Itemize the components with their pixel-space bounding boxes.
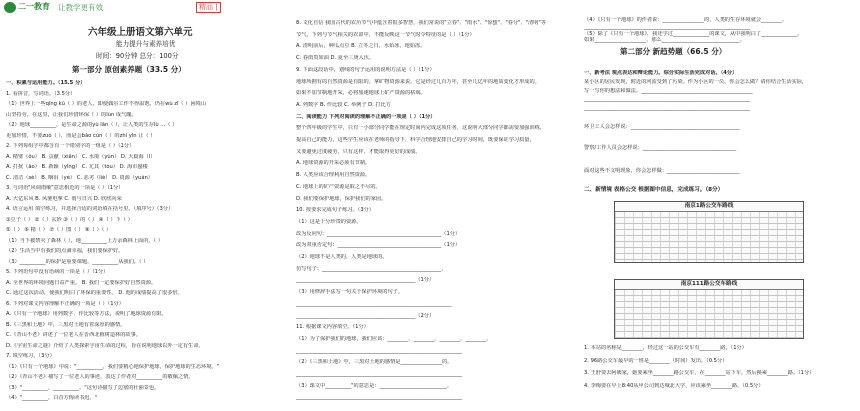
question-line: 4. 语言运用 填空练习，并选择合适的词语填在括号里。（填序号）（3分） bbox=[6, 206, 174, 212]
question-line: （3）用修辞手法写一句关于保护环境的句子。 bbox=[296, 289, 404, 296]
question-line: 2. 下列每组字中都含有一个错别字的一组是（ ）（1分） bbox=[6, 143, 135, 149]
question-line: ______________________________________________（1分） bbox=[296, 277, 435, 284]
speaker-police: 警察/工作人员会怎样说：____________________________________ bbox=[584, 145, 737, 151]
logo-text: 二一教育 bbox=[18, 2, 50, 11]
question-line: （4）《只有一个地球》的作者说：________________的，人类的生存环境就会________。 bbox=[584, 17, 788, 23]
question-line: A.《只有一个地球》用列数字、作比较等方法，说明了地球资源有限。 bbox=[6, 311, 167, 317]
question-line: （4）"__________，白首方悔读书迟。" bbox=[6, 395, 98, 401]
question-line: 8. 文化自信 我国古代的农历节气中蕴含着很多智慧，我们常说的"立春"、"雨水"、"惊蛰"、"春分"、"清明"等 bbox=[296, 20, 546, 26]
speaker-you: 面对这些不文明现象，你会怎样做：____________________________ bbox=[584, 168, 740, 174]
question-line: 5. 下列语句中没有语病的一项是（ ）（1分） bbox=[6, 269, 109, 275]
question-line: B. 人类应该合理利用自然资源。 bbox=[296, 172, 371, 179]
question-line: 提高自己的能力。这些学生应该在老师的指导下，科学合理地安排自己的学习时间，既要保证学习质量， bbox=[296, 137, 535, 143]
question-line: 改为双重否定句：________________________________________（1分） bbox=[296, 242, 461, 249]
question-line: ________________________________________________________________ bbox=[296, 394, 462, 401]
question-line: 3. 王舒要去阿姨家，她要乘坐________路公交车，在________站下车，然后换乘________路。（1分） bbox=[584, 370, 815, 376]
question-line: ________________________________________________________________ bbox=[584, 96, 750, 103]
bus-table-2-grid bbox=[615, 289, 803, 338]
question-line: 改为反问句：____________________________________________（1分） bbox=[296, 230, 461, 237]
question-line: ________________________________________________________________ bbox=[584, 23, 750, 30]
question-line: （3）"__________，__________。"这句诗描写了边塞的壮丽景色。 bbox=[6, 384, 160, 391]
question-line: 10. 按要求完成句子练习。（3分） bbox=[296, 207, 375, 214]
paper-meta: 时间：90分钟 总分：100分 bbox=[96, 52, 179, 60]
question-line: 6. 下列对课文内容理解不正确的一项是（ ）（1分） bbox=[6, 300, 124, 307]
question-line: 11. 根据课文内容填空。（1分） bbox=[296, 324, 369, 331]
question-line: C. 清洁（sè） B. 咽泪（yè） C. 恶劣（liè） D. 资源（yuán） bbox=[6, 174, 153, 181]
publisher-logo bbox=[4, 1, 50, 14]
question-line: 3. 与词语"风调雨顺"意思相近的一项是（ ）（1分） bbox=[6, 185, 124, 191]
question-line: 地球所拥有的自然资源是有限的。拿矿物资源来说，它是经过几百万年，甚至几亿年的地质变化才形成的。 bbox=[296, 78, 540, 85]
question-line: （1）世界上一些qīng kǔ（ ）的老人，即使偶尔工作不得温饱，仍在wù zī（ ）困境山 bbox=[6, 101, 207, 107]
question-line: （3）__________的保护是重要课题，__________从我们。（ ） bbox=[6, 258, 149, 265]
part2-heading: 第二部分 新趋势题（66.5 分） bbox=[620, 47, 727, 56]
question-line: A. 地球资源的开采必须有节制。 bbox=[296, 160, 371, 167]
question-line: ________________________________________________________________ bbox=[296, 347, 462, 354]
question-line: 如果____________________，那么______________________________。 bbox=[584, 37, 745, 44]
question-line: （5）除了《只有一个地球》，我还学过______________的课文，从中我明白了______________。 bbox=[584, 30, 803, 37]
question-line: （2）《青山不老》描写了一位老人的事迹，表达了作者对__________的敬佩之情。 bbox=[6, 374, 194, 380]
question-line: 4. 李梅要在早上8:40从甲公司到达城北大学，应该乘坐________路。（0.5分） bbox=[584, 382, 764, 389]
question-line: 更加珍惜，不要zuò（ ），而是会bǎo cún（ ）的zhí yǐn 让（ ） bbox=[6, 132, 156, 139]
question-line: ____________________________________________________________ bbox=[296, 300, 452, 307]
slogan: 让教学更有效 bbox=[58, 3, 103, 12]
question-line: ①豆子（ ） ②（ ）玄妙 ③（ ）的（ ） ④（ ）下（ ） bbox=[6, 216, 133, 223]
question-line: （2）《三黑和土地》中，三黑对土地的感情是________________的。 bbox=[296, 359, 453, 366]
paper-subtitle: 能力提升与素养培优 bbox=[116, 40, 176, 48]
question-line: （2）地球__________，是生命之源的yù lǎn（ ），让人类的生存lù ...（ ） bbox=[6, 122, 178, 128]
bus-route-table-2 bbox=[614, 279, 804, 339]
question-line: ________________________________________________________________ bbox=[296, 371, 462, 377]
bus-table-1-title: 南京1路公交车路线 bbox=[615, 202, 803, 212]
question-line: C. 地球上的矿产资源是取之不尽的。 bbox=[296, 183, 381, 190]
part1-heading: 第一部分 原创素养题（33.5 分） bbox=[72, 65, 186, 74]
question-line: （3）课文中__________"的意思是：__________________________。 bbox=[296, 382, 453, 389]
question-line: 一、新考法 观点表达和辩论能力。综合实际生活完成对话。（4分） bbox=[584, 70, 738, 76]
question-line: A. 打扰（ǎo） B. 新颖（yǐng） C. 尤其（tòu） D. 海市蜃楼 bbox=[6, 164, 148, 170]
question-line: A. 列数字 B. 作比较 C. 举例子 D. 打比方 bbox=[296, 101, 392, 108]
question-line: 2. 96路公交车最早的一班是________（时间）发出。（0.5分） bbox=[584, 357, 728, 364]
question-line: 如果不加节制地开采，必将加速地球上矿产资源的枯竭。 bbox=[296, 90, 426, 97]
bus-table-1-grid bbox=[615, 211, 803, 262]
question-line: （1）当下被禁灭了森林（ ），地__________上万余森林上面的。（ ） bbox=[6, 237, 164, 244]
question-line: 又要避免过度疲劳，只有这样，才能取得更好的成绩。 bbox=[296, 148, 421, 155]
speaker-sanitation: 环卫工人会怎样说：__________________________________________ bbox=[584, 124, 740, 130]
question-line: （2）地球不是人类的，人类是地球的。 bbox=[296, 254, 388, 260]
question-line: A. 精璧（ǒu） B. 贡献（xiǎn） C. 水境（yùn） D. 大篇海（ǐ） bbox=[6, 153, 156, 160]
logo-icon bbox=[4, 2, 16, 13]
question-line: ______________________________________________（2分） bbox=[296, 312, 435, 319]
question-line: 7. 填空练习。（3分） bbox=[6, 353, 55, 359]
bus-route-table-1 bbox=[614, 201, 804, 263]
quality-stamp: 精品 | bbox=[196, 2, 221, 13]
question-line: （2）生活当中有我们的点滴幸福，我们要保护好。 bbox=[6, 248, 124, 254]
question-line: 写一写你的想法和做法。___________________________________________ bbox=[584, 87, 753, 94]
question-line: ________________________________________________________________ bbox=[584, 105, 750, 112]
question-line: （1）《只有一个地球》中说："__________，我们要精心地保护地球，保护地球的生态环境。" bbox=[6, 363, 219, 370]
question-line: D. 我们要保护地球，保护我们的家园。 bbox=[296, 195, 387, 202]
paper-title: 六年级上册语文第六单元 bbox=[88, 27, 193, 38]
question-line: A. 全世界的环境问题日益严重。 B. 我们一定要保护好自然资源。 bbox=[6, 279, 157, 286]
question-line: B.《三黑和土地》中，三黑对土地有着深厚的感情。 bbox=[6, 321, 126, 328]
question-line: 1. 本站的名称是________，经过这一站的公交车有________路。（1分） bbox=[584, 345, 747, 351]
question-line: 一、积累与运用能力。（15.5 分） bbox=[6, 80, 86, 86]
page-header bbox=[0, 0, 860, 16]
question-line: 节气，下列与节气相关的农谚中，不能反映这一节气时令特征的是（ ）（1分） bbox=[296, 31, 475, 38]
bus-table-2-title: 南京111路公交车路线 bbox=[615, 280, 803, 290]
question-line: A. 清明前后，种瓜点豆 B. 立冬之日，水始冰，地始冻。 bbox=[296, 43, 426, 50]
question-line: D.《宇宙生命之谜》介绍了人类探索宇宙生命的过程，旨在说明地球以外一定有生命。 bbox=[6, 342, 204, 349]
question-line: ⑤（ ） ⑥ 精（ ） ⑦（ ）图（ ） ⑧（ ）（ ） bbox=[6, 227, 112, 233]
question-line: 二、阅读能力 下列对阅读的理解不正确的一项是（ ）（1分） bbox=[296, 113, 436, 120]
question-line: A. 大亿东风 B. 风驰电掣 C. 雨与日兴 D. 欣欣向荣 bbox=[6, 195, 122, 202]
question-line: 山坚持劳，在这里，让我们珍惜环保（ ）的lùn 成气魄。 bbox=[6, 111, 137, 118]
question-line: 仿写句子：______________________________________________， bbox=[296, 265, 447, 272]
question-line: （1）这是十分珍贵的资源。 bbox=[296, 218, 362, 225]
question-line: （1）为了保护我们的地球，我们应该：________，________，________，________。 bbox=[296, 335, 492, 342]
question-line: C.《青山不老》讲述了一位老人在晋西北植树造林的故事。 bbox=[6, 332, 141, 338]
question-line: C. 春雨贵如油 D. 夏至三庚入伏。 bbox=[296, 55, 375, 62]
question-line: 1. 看拼音，写词语。（3.5分） bbox=[6, 90, 76, 97]
question-line: 某小区的居民发现，附近的河流受到了污染。作为小区的一员，你会怎么做？请你结合生活实际， bbox=[584, 78, 808, 85]
question-line: C. 通过这次活动，使我们明白了环保的重要性。 D. 他的成绩提高了很多倍。 bbox=[6, 290, 183, 296]
question-line: 整个四年级的学生中，只有一小部分同学能在规定时间内完成这项任务，这说明大部分同学都需要加强训练， bbox=[296, 125, 546, 132]
question-bus-table: 二、新情境 表格公交 根据图中信息，完成练习。（8分） bbox=[584, 187, 724, 193]
question-line: 9. 下面这段话中，划线的句子运用的说明方法是（ ）（1分） bbox=[296, 66, 435, 73]
